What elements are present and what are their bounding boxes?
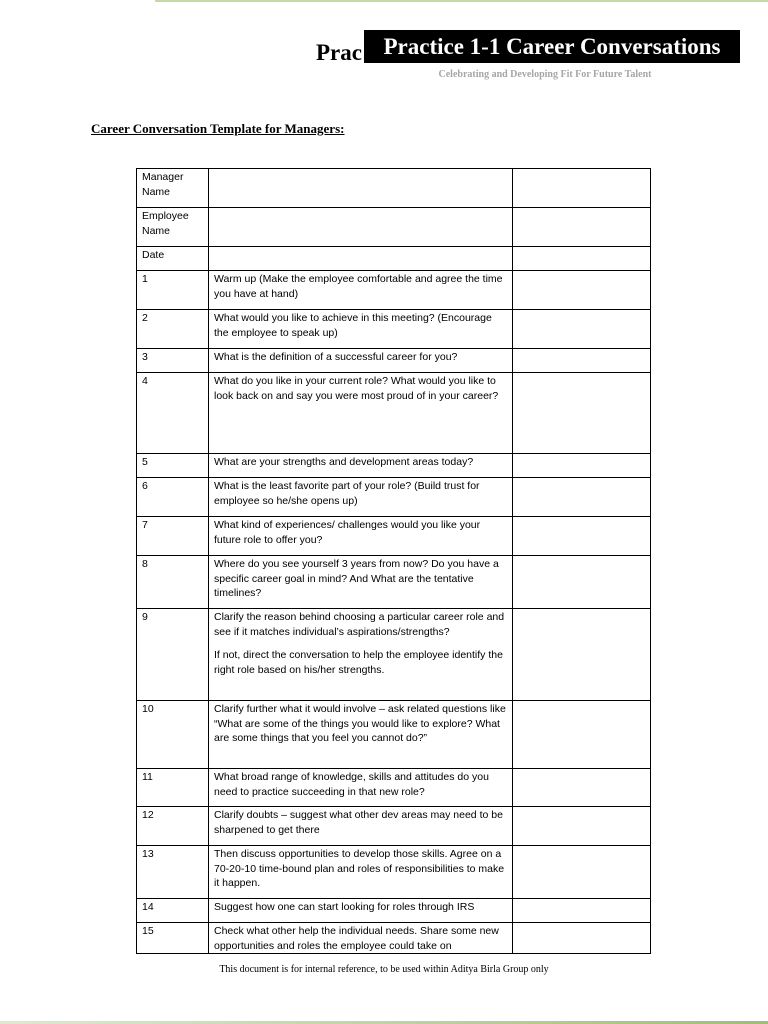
row-question: [209, 609, 513, 701]
row-label: Date: [137, 247, 209, 271]
table-row: [137, 701, 651, 769]
notes-cell: [513, 807, 651, 846]
table-row: [137, 769, 651, 807]
notes-cell: [513, 609, 651, 701]
row-question: Clarify doubts – suggest what other dev areas may need to be sharpened to get there: [209, 807, 513, 846]
row-question: What is the definition of a successful career for you?: [209, 349, 513, 373]
table-row: [137, 247, 651, 271]
title-fragment: Prac: [316, 40, 362, 65]
row-number: 8: [137, 556, 209, 609]
notes-cell: [513, 169, 651, 208]
footer-note: This document is for internal reference, to be used within Aditya Birla Group only: [219, 964, 549, 975]
notes-cell: [513, 701, 651, 769]
top-rule: [155, 0, 768, 2]
row-number: 3: [137, 349, 209, 373]
table-row: [137, 310, 651, 349]
notes-cell: [513, 769, 651, 807]
row-label: Employee Name: [137, 208, 209, 247]
page-title: Practice 1-1 Career Conversations: [364, 30, 740, 63]
notes-cell: [513, 349, 651, 373]
notes-cell: [513, 556, 651, 609]
notes-cell: [513, 271, 651, 310]
notes-cell: [513, 247, 651, 271]
row-question: What would you like to achieve in this meeting? (Encourage the employee to speak up): [209, 310, 513, 349]
row-question: What kind of experiences/ challenges would you like your future role to offer you?: [209, 517, 513, 556]
row-number: 11: [137, 769, 209, 807]
table-row: [137, 807, 651, 846]
row-question: Clarify further what it would involve – ask related questions like “What are some of the things you would like to explore? What are some things that you feel you cannot do?”: [209, 701, 513, 769]
notes-cell: [513, 478, 651, 517]
notes-cell: [513, 208, 651, 247]
row-question: Then discuss opportunities to develop those skills. Agree on a 70-20-10 time-bound plan and roles of responsibilities to make it happen.: [209, 846, 513, 899]
table-row: [137, 169, 651, 208]
notes-cell: [513, 899, 651, 923]
row-number: 5: [137, 454, 209, 478]
page-subtitle: Celebrating and Developing Fit For Future Talent: [438, 69, 652, 80]
row-question: What are your strengths and development areas today?: [209, 454, 513, 478]
row-number: 12: [137, 807, 209, 846]
career-conversation-table: [136, 168, 651, 954]
row-number: 9: [137, 609, 209, 701]
table-row: [137, 609, 651, 701]
table-row: [137, 349, 651, 373]
table-row: [137, 517, 651, 556]
section-heading: Career Conversation Template for Managers:: [91, 121, 345, 136]
row-number: 4: [137, 373, 209, 454]
row-question: What do you like in your current role? What would you like to look back on and say you were most proud of in your career?: [209, 373, 513, 454]
row-question: Suggest how one can start looking for roles through IRS: [209, 899, 513, 923]
row-question: Where do you see yourself 3 years from now? Do you have a specific career goal in mind? And What are the tentative timelines?: [209, 556, 513, 609]
table-row: [137, 923, 651, 954]
table-row: [137, 556, 651, 609]
notes-cell: [513, 923, 651, 954]
notes-cell: [513, 846, 651, 899]
table-row: [137, 899, 651, 923]
table-row: [137, 373, 651, 454]
table-row: [137, 454, 651, 478]
row-number: 2: [137, 310, 209, 349]
row-label: Manager Name: [137, 169, 209, 208]
row-number: 15: [137, 923, 209, 954]
row-number: 1: [137, 271, 209, 310]
question-paragraph: Clarify the reason behind choosing a particular career role and see if it matches individual’s aspirations/strengths?: [214, 611, 505, 638]
question-followup: If not, direct the conversation to help the employee identify the right role based on his/her strengths.: [214, 649, 503, 676]
row-number: 7: [137, 517, 209, 556]
row-number: 6: [137, 478, 209, 517]
row-question: [209, 247, 513, 271]
table-row: [137, 208, 651, 247]
table-row: [137, 271, 651, 310]
table-row: [137, 478, 651, 517]
row-question: Check what other help the individual needs. Share some new opportunities and roles the employee could take on: [209, 923, 513, 954]
notes-cell: [513, 310, 651, 349]
row-question: [209, 208, 513, 247]
notes-cell: [513, 517, 651, 556]
row-question: What is the least favorite part of your role? (Build trust for employee so he/she opens up): [209, 478, 513, 517]
row-number: 10: [137, 701, 209, 769]
row-question: [209, 169, 513, 208]
row-number: 14: [137, 899, 209, 923]
table-row: [137, 846, 651, 899]
notes-cell: [513, 373, 651, 454]
row-question: What broad range of knowledge, skills and attitudes do you need to practice succeeding in that new role?: [209, 769, 513, 807]
row-question: Warm up (Make the employee comfortable and agree the time you have at hand): [209, 271, 513, 310]
notes-cell: [513, 454, 651, 478]
row-number: 13: [137, 846, 209, 899]
